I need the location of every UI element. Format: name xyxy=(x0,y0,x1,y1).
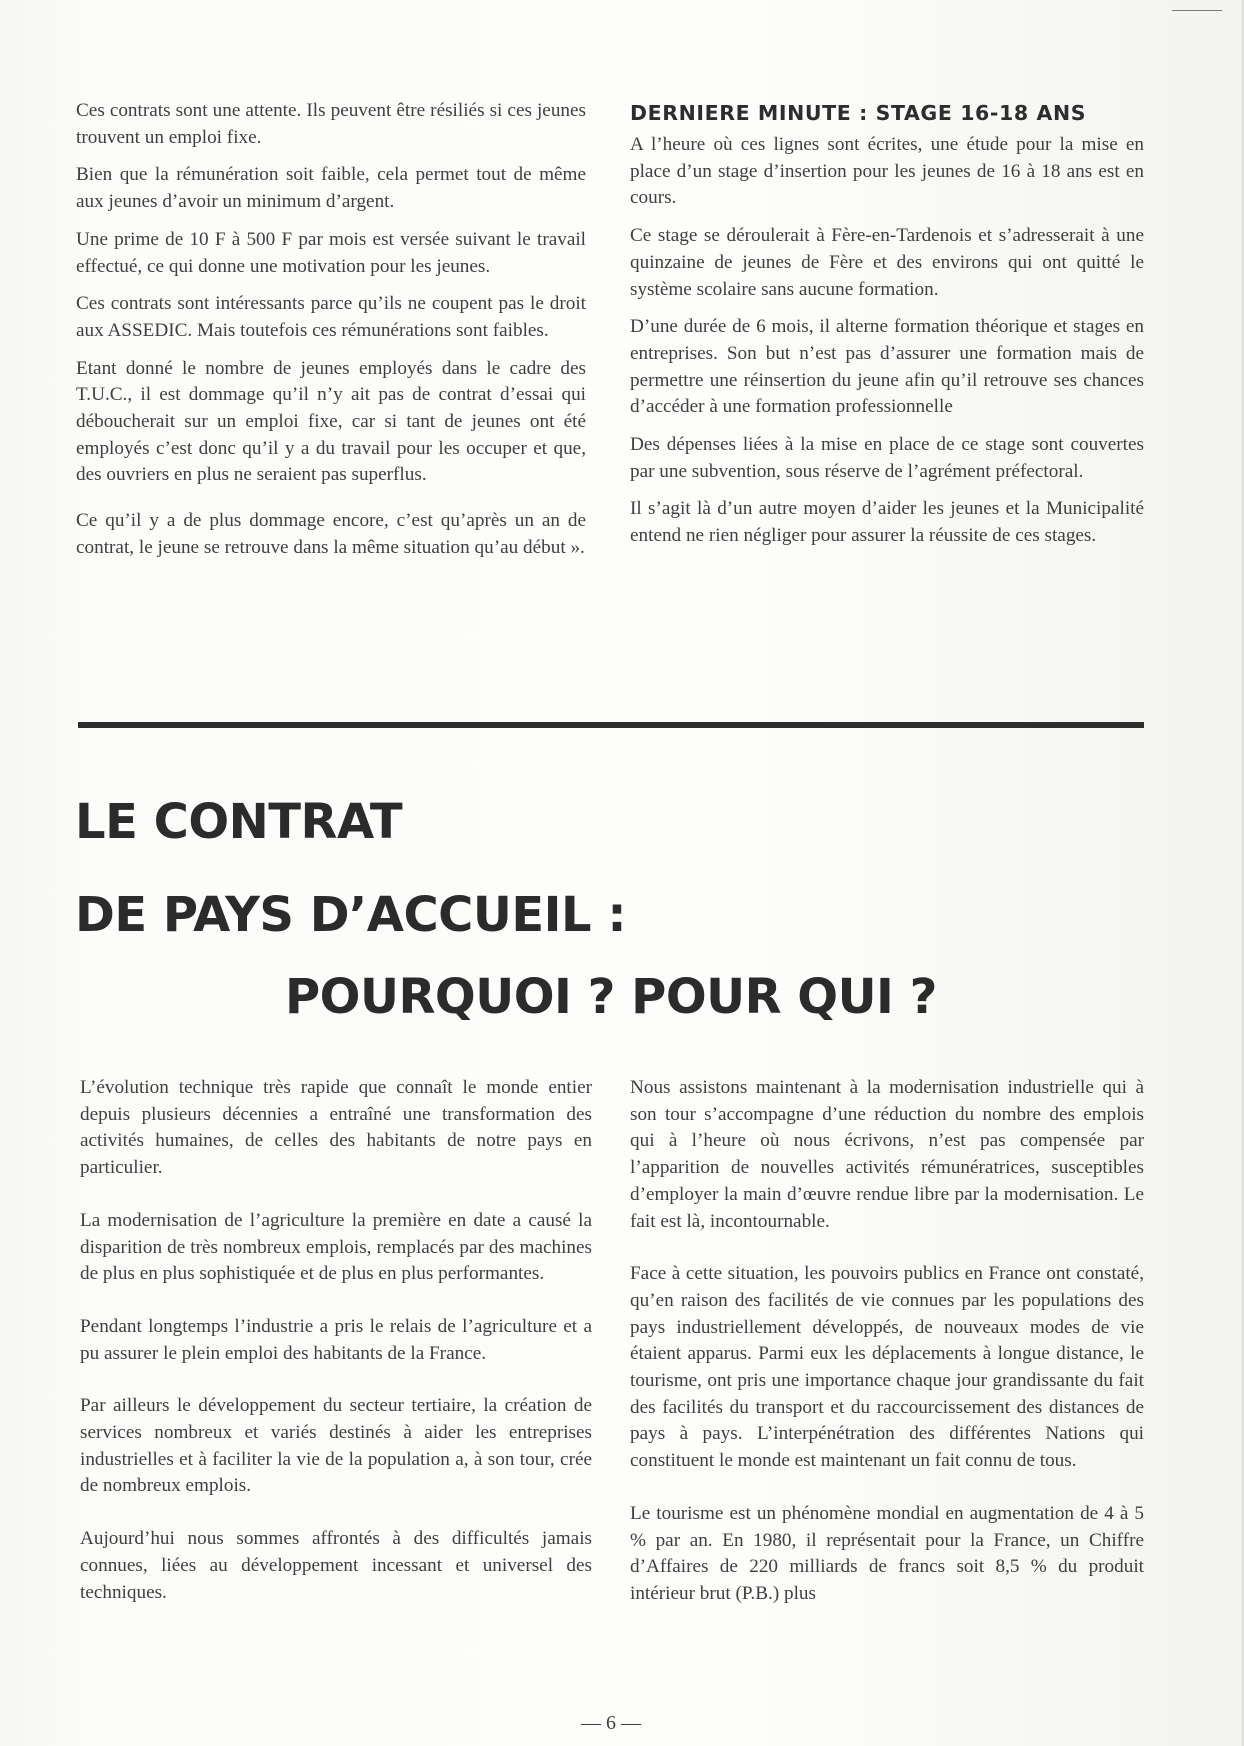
paragraph: Etant donné le nombre de jeunes employés dans le cadre des T.U.C., il est dommage qu’il n’y ait pas de contrat d’essai qui déboucherait sur un emploi fixe, car si tant de jeunes ont été employés c’est donc qu’il y a du travail pour les occuper et que, des ouvriers en plus ne seraient pas superflus. xyxy=(76,357,586,486)
paragraph: La modernisation de l’agriculture la première en date a causé la disparition de très nombreux emplois, remplacés par des machines de plus en plus sophistiquée et de plus en plus performantes. xyxy=(80,1209,592,1285)
paragraph: Des dépenses liées à la mise en place de ce stage sont couvertes par une subvention, sous réserve de l’agrément préfectoral. xyxy=(630,434,1144,482)
article-title-line-2: DE PAYS D’ACCUEIL : xyxy=(75,887,627,943)
page-number: — 6 — xyxy=(581,1712,641,1734)
paragraph: Pendant longtemps l’industrie a pris le relais de l’agriculture et a pu assurer le plein emploi des habitants de la France. xyxy=(80,1315,592,1364)
paragraph: D’une durée de 6 mois, il alterne formation théorique et stages en entreprises. Son but n’est pas d’assurer une formation mais de permettre une réinsertion du jeune afin qu’il retrouve ses chances d’accéder à une formation professionnelle xyxy=(630,316,1144,418)
paragraph: Nous assistons maintenant à la modernisation industrielle qui à son tour s’accompagne d’une réduction du nombre des emplois qui à l’heure où nous écrivons, n’est pas compensée par l’apparition de nouvelles activités rémunératrices, susceptibles d’employer la main d’œuvre rendue libre par la modernisation. Le fait est là, incontournable. xyxy=(630,1077,1144,1232)
paragraph: Aujourd’hui nous sommes affrontés à des difficultés jamais connues, liées au développement incessant et universel des techniques. xyxy=(80,1528,592,1603)
paragraph: Il s’agit là d’un autre moyen d’aider les jeunes et la Municipalité entend ne rien négliger pour assurer la réussite de ces stages. xyxy=(630,498,1144,547)
top-left-column xyxy=(76,98,586,573)
paragraph: A l’heure où ces lignes sont écrites, une étude pour la mise en place d’un stage d’insertion pour les jeunes de 16 à 18 ans est en cours. xyxy=(630,134,1144,209)
paragraph: Face à cette situation, les pouvoirs publics en France ont constaté, qu’en raison des facilités de vie connues par les populations des pays industriellement développés, de nouveaux modes de vie étaient apparus. Parmi eux les déplacements à longue distance, le tourisme, ont pris une importance chaque jour grandissante du fait des facilités du transport et du raccourcissement des distances de pays à pays. L’interpénétration des différentes Nations qui constituent le monde est maintenant un fait connu de tous. xyxy=(630,1263,1144,1472)
paragraph: Par ailleurs le développement du secteur tertiaire, la création de services nombreux et variés destinés à aider les entreprises industrielles et à faciliter la vie de la population a, à son tour, crée de nombreux emplois. xyxy=(80,1395,592,1497)
paragraph: Bien que la rémunération soit faible, cela permet tout de même aux jeunes d’avoir un minimum d’argent. xyxy=(76,164,586,213)
paragraph: Ce qu’il y a de plus dommage encore, c’est qu’après un an de contrat, le jeune se retrouve dans la même situation qu’au début ». xyxy=(76,510,586,558)
top-right-column xyxy=(630,98,1144,561)
section-divider xyxy=(78,722,1144,728)
paragraph: L’évolution technique très rapide que connaît le monde entier depuis plusieurs décennies a entraîné une transformation des activités humaines, de celles des habitants de notre pays en particulier. xyxy=(80,1077,592,1179)
paragraph: Une prime de 10 F à 500 F par mois est versée suivant le travail effectué, ce qui donne une motivation pour les jeunes. xyxy=(76,228,586,277)
paragraph: Le tourisme est un phénomène mondial en augmentation de 4 à 5 % par an. En 1980, il représentait pour la France, un Chiffre d’Affaires de 220 milliards de francs soit 8,5 % du produit intérieur brut (P.B.) plus xyxy=(630,1502,1144,1604)
article-title-line-1: LE CONTRAT xyxy=(75,794,403,850)
sidebar-heading: DERNIERE MINUTE : STAGE 16-18 ANS xyxy=(630,101,1087,125)
article-right-column xyxy=(630,1075,1144,1634)
paragraph: Ces contrats sont une attente. Ils peuvent être résiliés si ces jeunes trouvent un emploi fixe. xyxy=(76,100,586,148)
article-left-column xyxy=(80,1075,592,1632)
scan-corner-mark xyxy=(1172,10,1222,11)
paragraph: Ce stage se déroulerait à Fère-en-Tardenois et s’adresserait à une quinzaine de jeunes de Fère et des environs qui ont quitté le système scolaire sans aucune formation. xyxy=(630,225,1144,300)
article-title-line-3: POURQUOI ? POUR QUI ? xyxy=(285,969,937,1025)
paragraph: Ces contrats sont intéressants parce qu’ils ne coupent pas le droit aux ASSEDIC. Mais toutefois ces rémunérations sont faibles. xyxy=(76,293,586,341)
